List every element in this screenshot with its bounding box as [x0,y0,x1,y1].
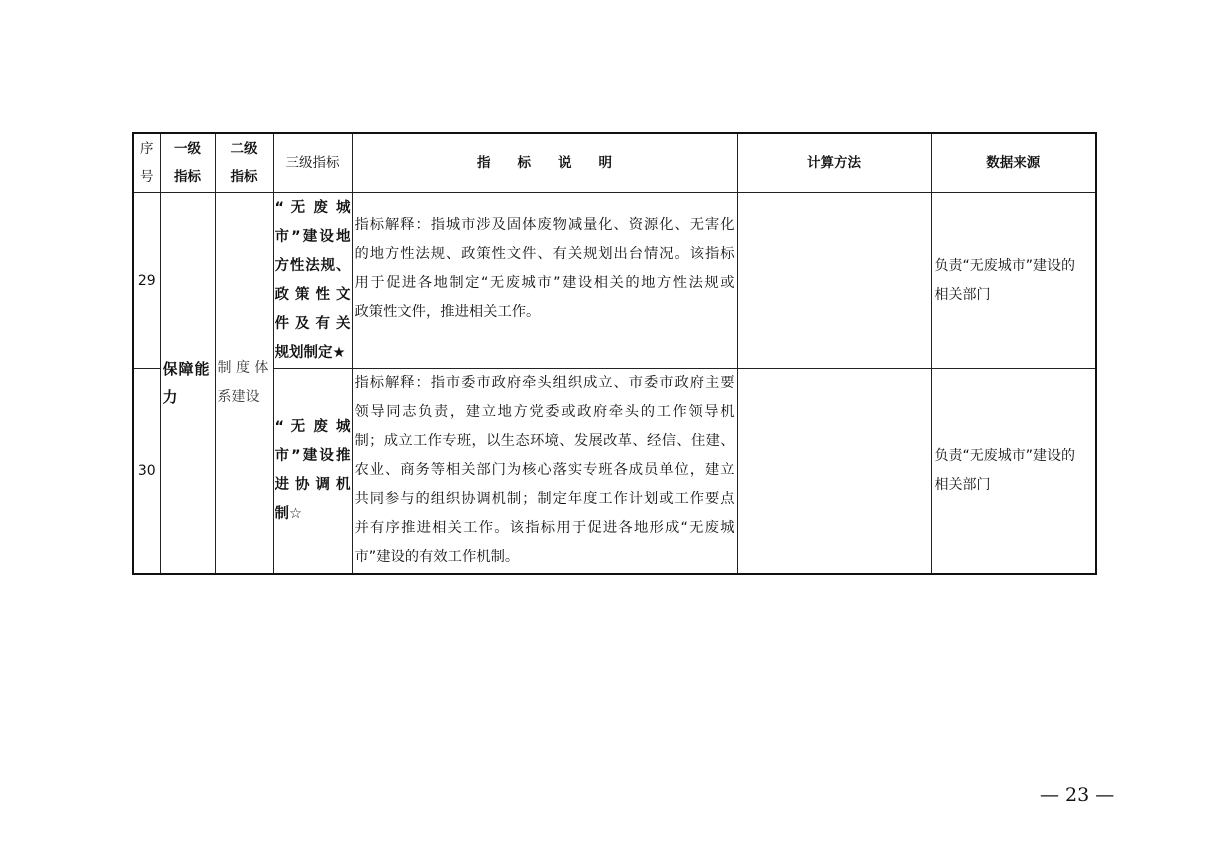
header-row [133,133,1096,193]
header-description: 指 标 说 明 [352,133,737,193]
description-cell: 指标解释：指城市涉及固体废物减量化、资源化、无害化 的地方性法规、政策性文件、有关规划出台情况。该指标 用于促进各地制定“无废城市”建设相关的地方性法规或 政策性文件，推进相关工作。 [352,193,737,369]
table-row [133,193,1096,369]
header-source: 数据来源 [931,133,1096,193]
header-level2: 二级 指标 [215,133,273,193]
table-row [133,369,1096,574]
row-seq: 30 [133,369,160,574]
page-number: — 23 — [1040,784,1115,806]
row-seq: 29 [133,193,160,369]
level3-cell: “ 无 废 城 市”建设推 进 协 调 机 制☆ [273,369,352,574]
description-cell: 指标解释：指市委市政府牵头组织成立、市委市政府主要 领导同志负责，建立地方党委或政府牵头的工作领导机 制；成立工作专班，以生态环境、发展改革、经信、住建、 农业、商务等相关部门为核心落实专班各成员单位，建立 共同参与的组织协调机制；制定年度工作计划或工作要点 并有序推进相关工作。该指标用于促进各地形成“无废城 市”建设的有效工作机制。 [352,369,737,574]
header-level3: 三级指标 [273,133,352,193]
header-method: 计算方法 [737,133,931,193]
level3-cell: “ 无 废 城 市”建设地 方性法规、 政 策 性 文 件 及 有 关 规划制定★ [273,193,352,369]
level1-cell: 保障能 力 [160,193,215,574]
method-cell [737,193,931,369]
source-cell: 负责“无废城市”建设的 相关部门 [931,193,1096,369]
header-level1: 一级 指标 [160,133,215,193]
level2-cell: 制 度 体 系建设 [215,193,273,574]
indicator-table [132,132,1097,575]
header-seq: 序 号 [133,133,160,193]
source-cell: 负责“无废城市”建设的 相关部门 [931,369,1096,574]
method-cell [737,369,931,574]
